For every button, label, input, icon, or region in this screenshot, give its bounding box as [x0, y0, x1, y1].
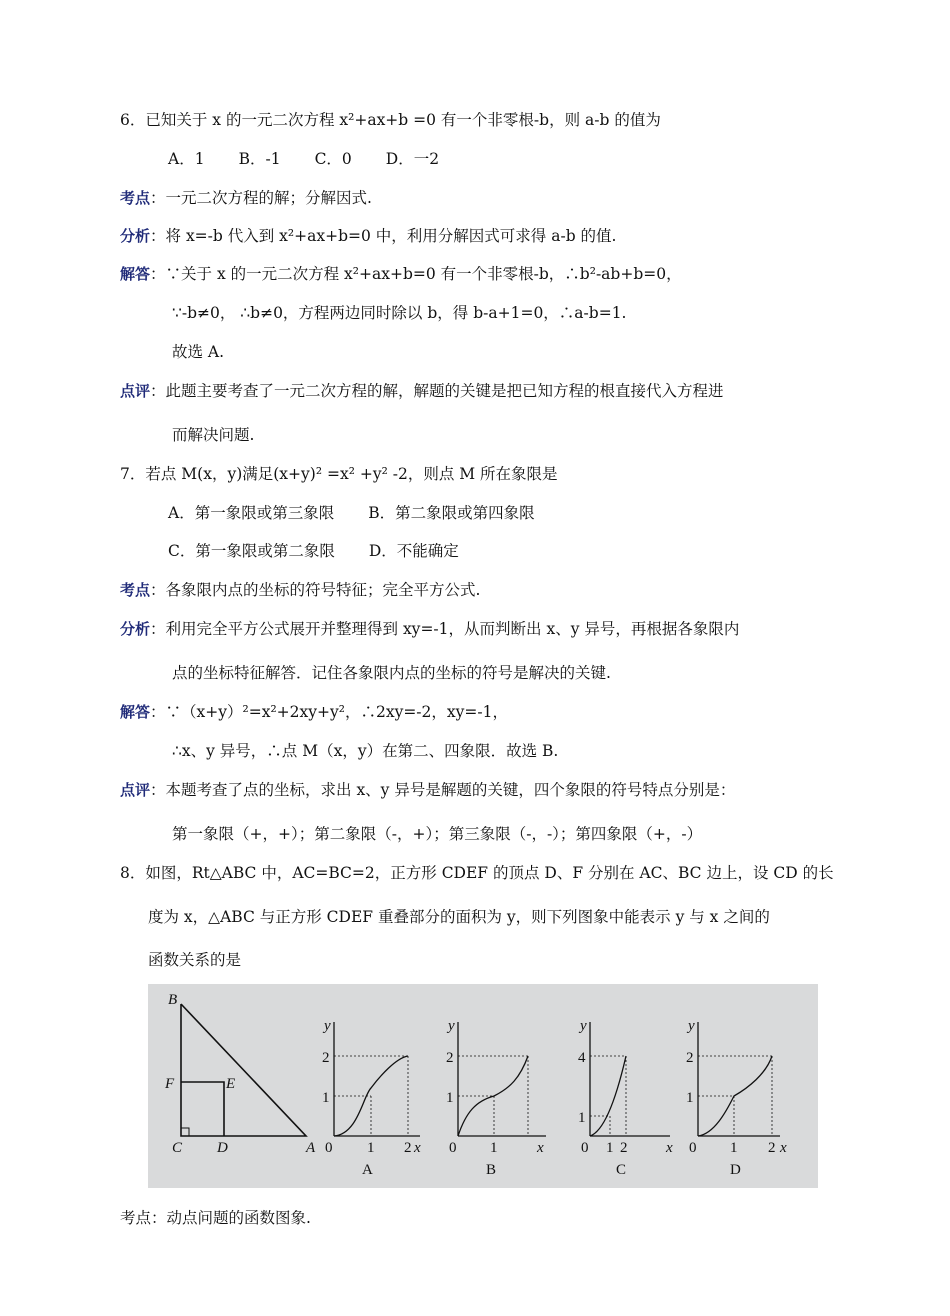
graph-b-axis-y: y: [448, 1018, 455, 1034]
triangle-abc: [181, 1004, 306, 1136]
graph-d-tick-1: 1: [686, 1090, 694, 1106]
graph-d-xtick-1: 1: [730, 1140, 738, 1156]
graph-a-tick-1: 1: [322, 1090, 330, 1106]
triangle-diagram: [181, 1004, 306, 1136]
fenxi-label: 分析: [120, 620, 151, 638]
q6-options: [168, 149, 473, 169]
q7-kaodian: [120, 580, 480, 600]
q7-option-d: D．不能确定: [368, 542, 459, 560]
q7-option-c: C．第一象限或第二象限: [168, 542, 335, 560]
graph-c-label: C: [616, 1162, 627, 1178]
q6-jieda-text-1: ：∵关于 x 的一元二次方程 x²+ax+b=0 有一个非零根-b，∴b²-ab+b=0，: [150, 265, 682, 283]
q7-options-row-2: [168, 541, 493, 561]
dianping-label: 点评: [120, 382, 151, 400]
graph-a-xtick-2: 2: [404, 1140, 412, 1156]
q7-kaodian-text: ：各象限内点的坐标的符号特征；完全平方公式.: [150, 581, 481, 599]
q7-stem: 7．若点 M(x，y)满足(x+y)² =x² +y² -2，则点 M 所在象限是: [120, 465, 558, 483]
q7-option-b: B．第二象限或第四象限: [368, 504, 535, 522]
fenxi-label: 分析: [120, 227, 151, 245]
q7-jieda-text-2: ∴x、y 异号，∴点 M（x，y）在第二、四象限．故选 B.: [172, 742, 559, 760]
graph-d-tick-2: 2: [686, 1050, 694, 1066]
right-angle-mark: [181, 1128, 189, 1136]
q7-options-row-1: [168, 503, 569, 523]
graph-d-label: D: [730, 1162, 741, 1178]
graph-c-axis-y: y: [580, 1018, 587, 1034]
q6-stem: 6．已知关于 x 的一元二次方程 x²+ax+b =0 有一个非零根-b，则 a-b 的值为: [120, 111, 661, 129]
dianping-label: 点评: [120, 781, 151, 799]
q6-dianping: [120, 381, 724, 401]
q7-fenxi-text-2: 点的坐标特征解答．记住各象限内点的坐标的符号是解决的关键.: [172, 664, 611, 682]
graph-c-axis-x: x: [666, 1140, 673, 1156]
label-b: B: [168, 992, 178, 1008]
graph-d-axis-x: x: [780, 1140, 787, 1156]
graph-d: [686, 1018, 787, 1178]
label-c: C: [172, 1140, 183, 1156]
q7-jieda-text-1: ：∵（x+y）²=x²+2xy+y²，∴2xy=-2，xy=-1，: [150, 703, 508, 721]
label-f: F: [165, 1076, 175, 1092]
q6-option-d: D．一2: [385, 150, 440, 168]
graph-b-xtick-1: 1: [490, 1140, 498, 1156]
label-d: D: [217, 1140, 228, 1156]
q6-fenxi-text: ：将 x=-b 代入到 x²+ax+b=0 中，利用分解因式可求得 a-b 的值.: [150, 227, 617, 245]
q8-figure-svg: [148, 984, 818, 1188]
q6-option-c: C．0: [314, 150, 352, 168]
q6-option-a: A．1: [168, 150, 205, 168]
jieda-label: 解答: [120, 703, 151, 721]
graph-a-axis-x: x: [414, 1140, 421, 1156]
graph-a-tick-2: 2: [322, 1050, 330, 1066]
graph-b-tick-2: 2: [446, 1050, 454, 1066]
q6-jieda-text-3: 故选 A.: [172, 343, 225, 361]
graph-a: [322, 1018, 421, 1178]
q7-fenxi: [120, 619, 739, 639]
q7-fenxi-text-1: ：利用完全平方公式展开并整理得到 xy=-1，从而判断出 x、y 异号，再根据各象限内: [150, 620, 740, 638]
q7-jieda: [120, 702, 508, 722]
graph-c: [578, 1018, 673, 1178]
q6-jieda: [120, 264, 682, 284]
graph-c-xtick-1: 1: [606, 1140, 614, 1156]
q6-kaodian: [120, 188, 372, 208]
q7-dianping-text-2: 第一象限（+，+）；第二象限（-，+）；第三象限（-，-）；第四象限（+，-）: [172, 825, 703, 843]
graph-d-origin: 0: [689, 1140, 697, 1156]
q8-stem-3: 函数关系的是: [148, 951, 242, 969]
q6-jieda-text-2: ∵-b≠0， ∴b≠0，方程两边同时除以 b，得 b-a+1=0，∴a-b=1.: [172, 304, 627, 322]
graph-c-origin: 0: [581, 1140, 589, 1156]
graph-d-xtick-2: 2: [768, 1140, 776, 1156]
q6-dianping-text-2: 而解决问题.: [172, 426, 255, 444]
q8-kaodian: 考点：动点问题的函数图象.: [120, 1209, 311, 1227]
q8-figure: [148, 984, 818, 1188]
jieda-label: 解答: [120, 265, 151, 283]
graph-a-axis-y: y: [324, 1018, 331, 1034]
kaodian-label: 考点: [120, 189, 151, 207]
graph-a-xtick-1: 1: [367, 1140, 375, 1156]
q8-stem-2: 度为 x，△ABC 与正方形 CDEF 重叠部分的面积为 y，则下列图象中能表示 y 与 x 之间的: [148, 908, 770, 926]
q8-stem-1: 8．如图，Rt△ABC 中，AC=BC=2，正方形 CDEF 的顶点 D、F 分别在 AC、BC 边上，设 CD 的长: [120, 864, 834, 882]
graph-b-tick-1: 1: [446, 1090, 454, 1106]
q6-option-b: B．-1: [238, 150, 281, 168]
graph-b-origin: 0: [449, 1140, 457, 1156]
graph-c-xtick-2: 2: [620, 1140, 628, 1156]
label-e: E: [226, 1076, 236, 1092]
graph-a-label: A: [362, 1162, 373, 1178]
graph-c-tick-4: 4: [578, 1050, 586, 1066]
q7-option-a: A．第一象限或第三象限: [168, 504, 335, 522]
q6-fenxi: [120, 226, 616, 246]
kaodian-label: 考点: [120, 581, 151, 599]
q7-dianping: [120, 780, 735, 800]
graph-c-tick-1: 1: [578, 1110, 586, 1126]
graph-b-axis-x: x: [537, 1140, 544, 1156]
graph-b-label: B: [486, 1162, 497, 1178]
q6-dianping-text-1: ：此题主要考查了一元二次方程的解，解题的关键是把已知方程的根直接代入方程进: [150, 382, 724, 400]
graph-b: [446, 1018, 546, 1178]
q7-dianping-text-1: ：本题考查了点的坐标，求出 x、y 异号是解题的关键，四个象限的符号特点分别是：: [150, 781, 736, 799]
graph-a-origin: 0: [325, 1140, 333, 1156]
label-a: A: [306, 1140, 316, 1156]
q6-kaodian-text: ：一元二次方程的解；分解因式.: [150, 189, 372, 207]
graph-d-axis-y: y: [688, 1018, 695, 1034]
